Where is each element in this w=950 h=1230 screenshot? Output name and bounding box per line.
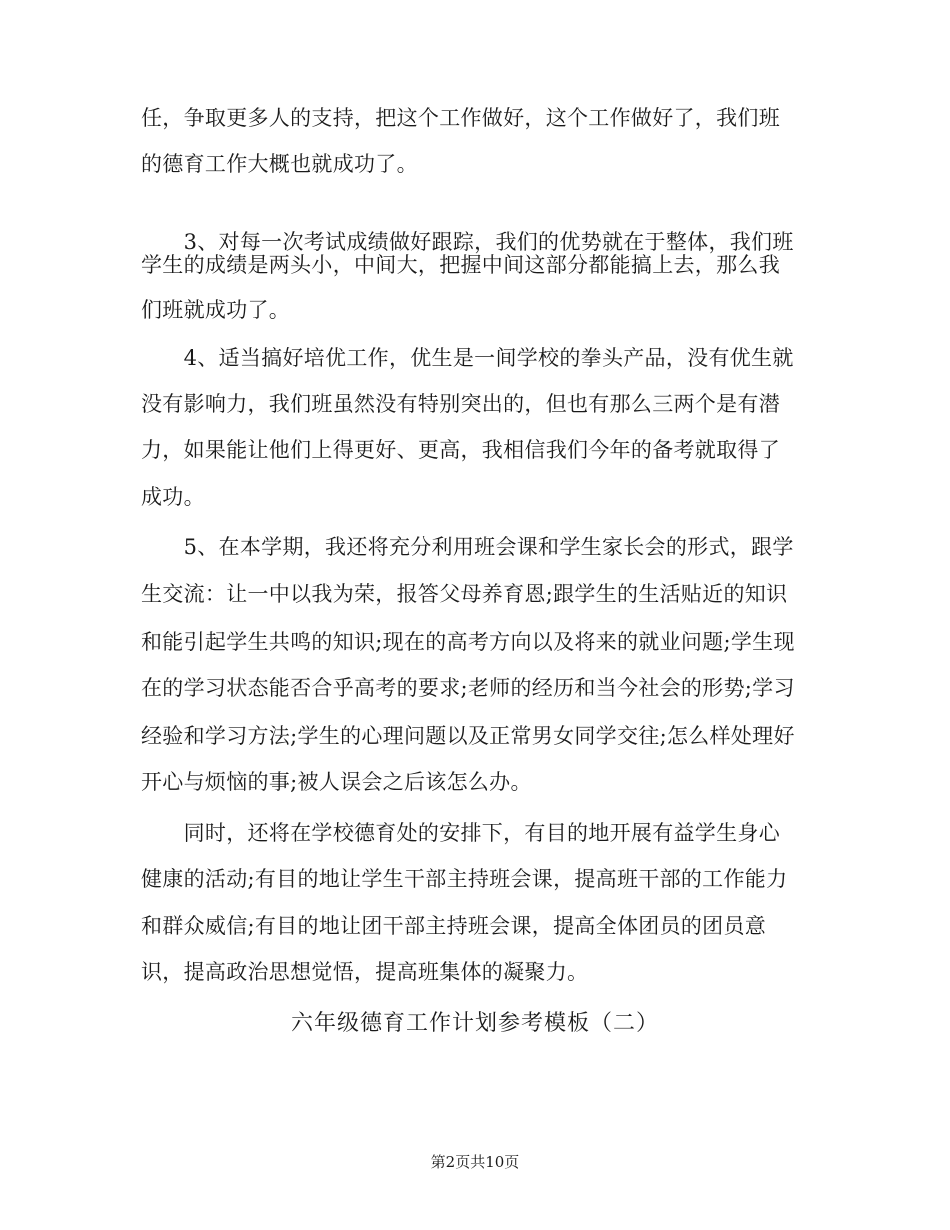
body-text-line: 5、在本学期，我还将充分利用班会课和学生家长会的形式，跟学 bbox=[141, 535, 794, 559]
body-text-line: 学生的成绩是两头小，中间大，把握中间这部分都能搞上去，那么我 bbox=[141, 253, 780, 277]
body-text-line: 经验和学习方法;学生的心理问题以及正常男女同学交往;怎么样处理好 bbox=[141, 724, 795, 748]
body-text-line: 识，提高政治思想觉悟，提高班集体的凝聚力。 bbox=[141, 960, 589, 984]
body-text-line: 们班就成功了。 bbox=[141, 298, 291, 322]
page-number-footer: 第2页共10页 bbox=[430, 1153, 520, 1171]
body-text-line: 和群众威信;有目的地让团干部主持班会课，提高全体团员的团员意 bbox=[141, 914, 767, 938]
body-text-line: 和能引起学生共鸣的知识;现在的高考方向以及将来的就业问题;学生现 bbox=[141, 630, 795, 654]
body-text-line: 生交流：让一中以我为荣，报答父母养育恩;跟学生的生活贴近的知识 bbox=[141, 582, 788, 606]
body-text-line: 任，争取更多人的支持，把这个工作做好，这个工作做好了，我们班 bbox=[141, 106, 780, 130]
section-heading: 六年级德育工作计划参考模板（二） bbox=[290, 1011, 659, 1036]
body-text-line: 在的学习状态能否合乎高考的要求;老师的经历和当今社会的形势;学习 bbox=[141, 676, 795, 700]
body-text-line: 4、适当搞好培优工作，优生是一间学校的拳头产品，没有优生就 bbox=[141, 346, 794, 370]
body-text-line: 同时，还将在学校德育处的安排下，有目的地开展有益学生身心 bbox=[141, 821, 780, 845]
body-text-line: 没有影响力，我们班虽然没有特别突出的，但也有那么三两个是有潜 bbox=[141, 392, 780, 416]
body-text-line: 3、对每一次考试成绩做好跟踪，我们的优势就在于整体，我们班 bbox=[141, 230, 794, 254]
body-text-line: 力，如果能让他们上得更好、更高，我相信我们今年的备考就取得了 bbox=[141, 438, 780, 462]
body-text-line: 的德育工作大概也就成功了。 bbox=[141, 152, 418, 176]
body-text-line: 成功。 bbox=[141, 485, 205, 509]
body-text-line: 开心与烦恼的事;被人误会之后该怎么办。 bbox=[141, 770, 532, 794]
body-text-line: 健康的活动;有目的地让学生干部主持班会课，提高班干部的工作能力 bbox=[141, 867, 788, 891]
